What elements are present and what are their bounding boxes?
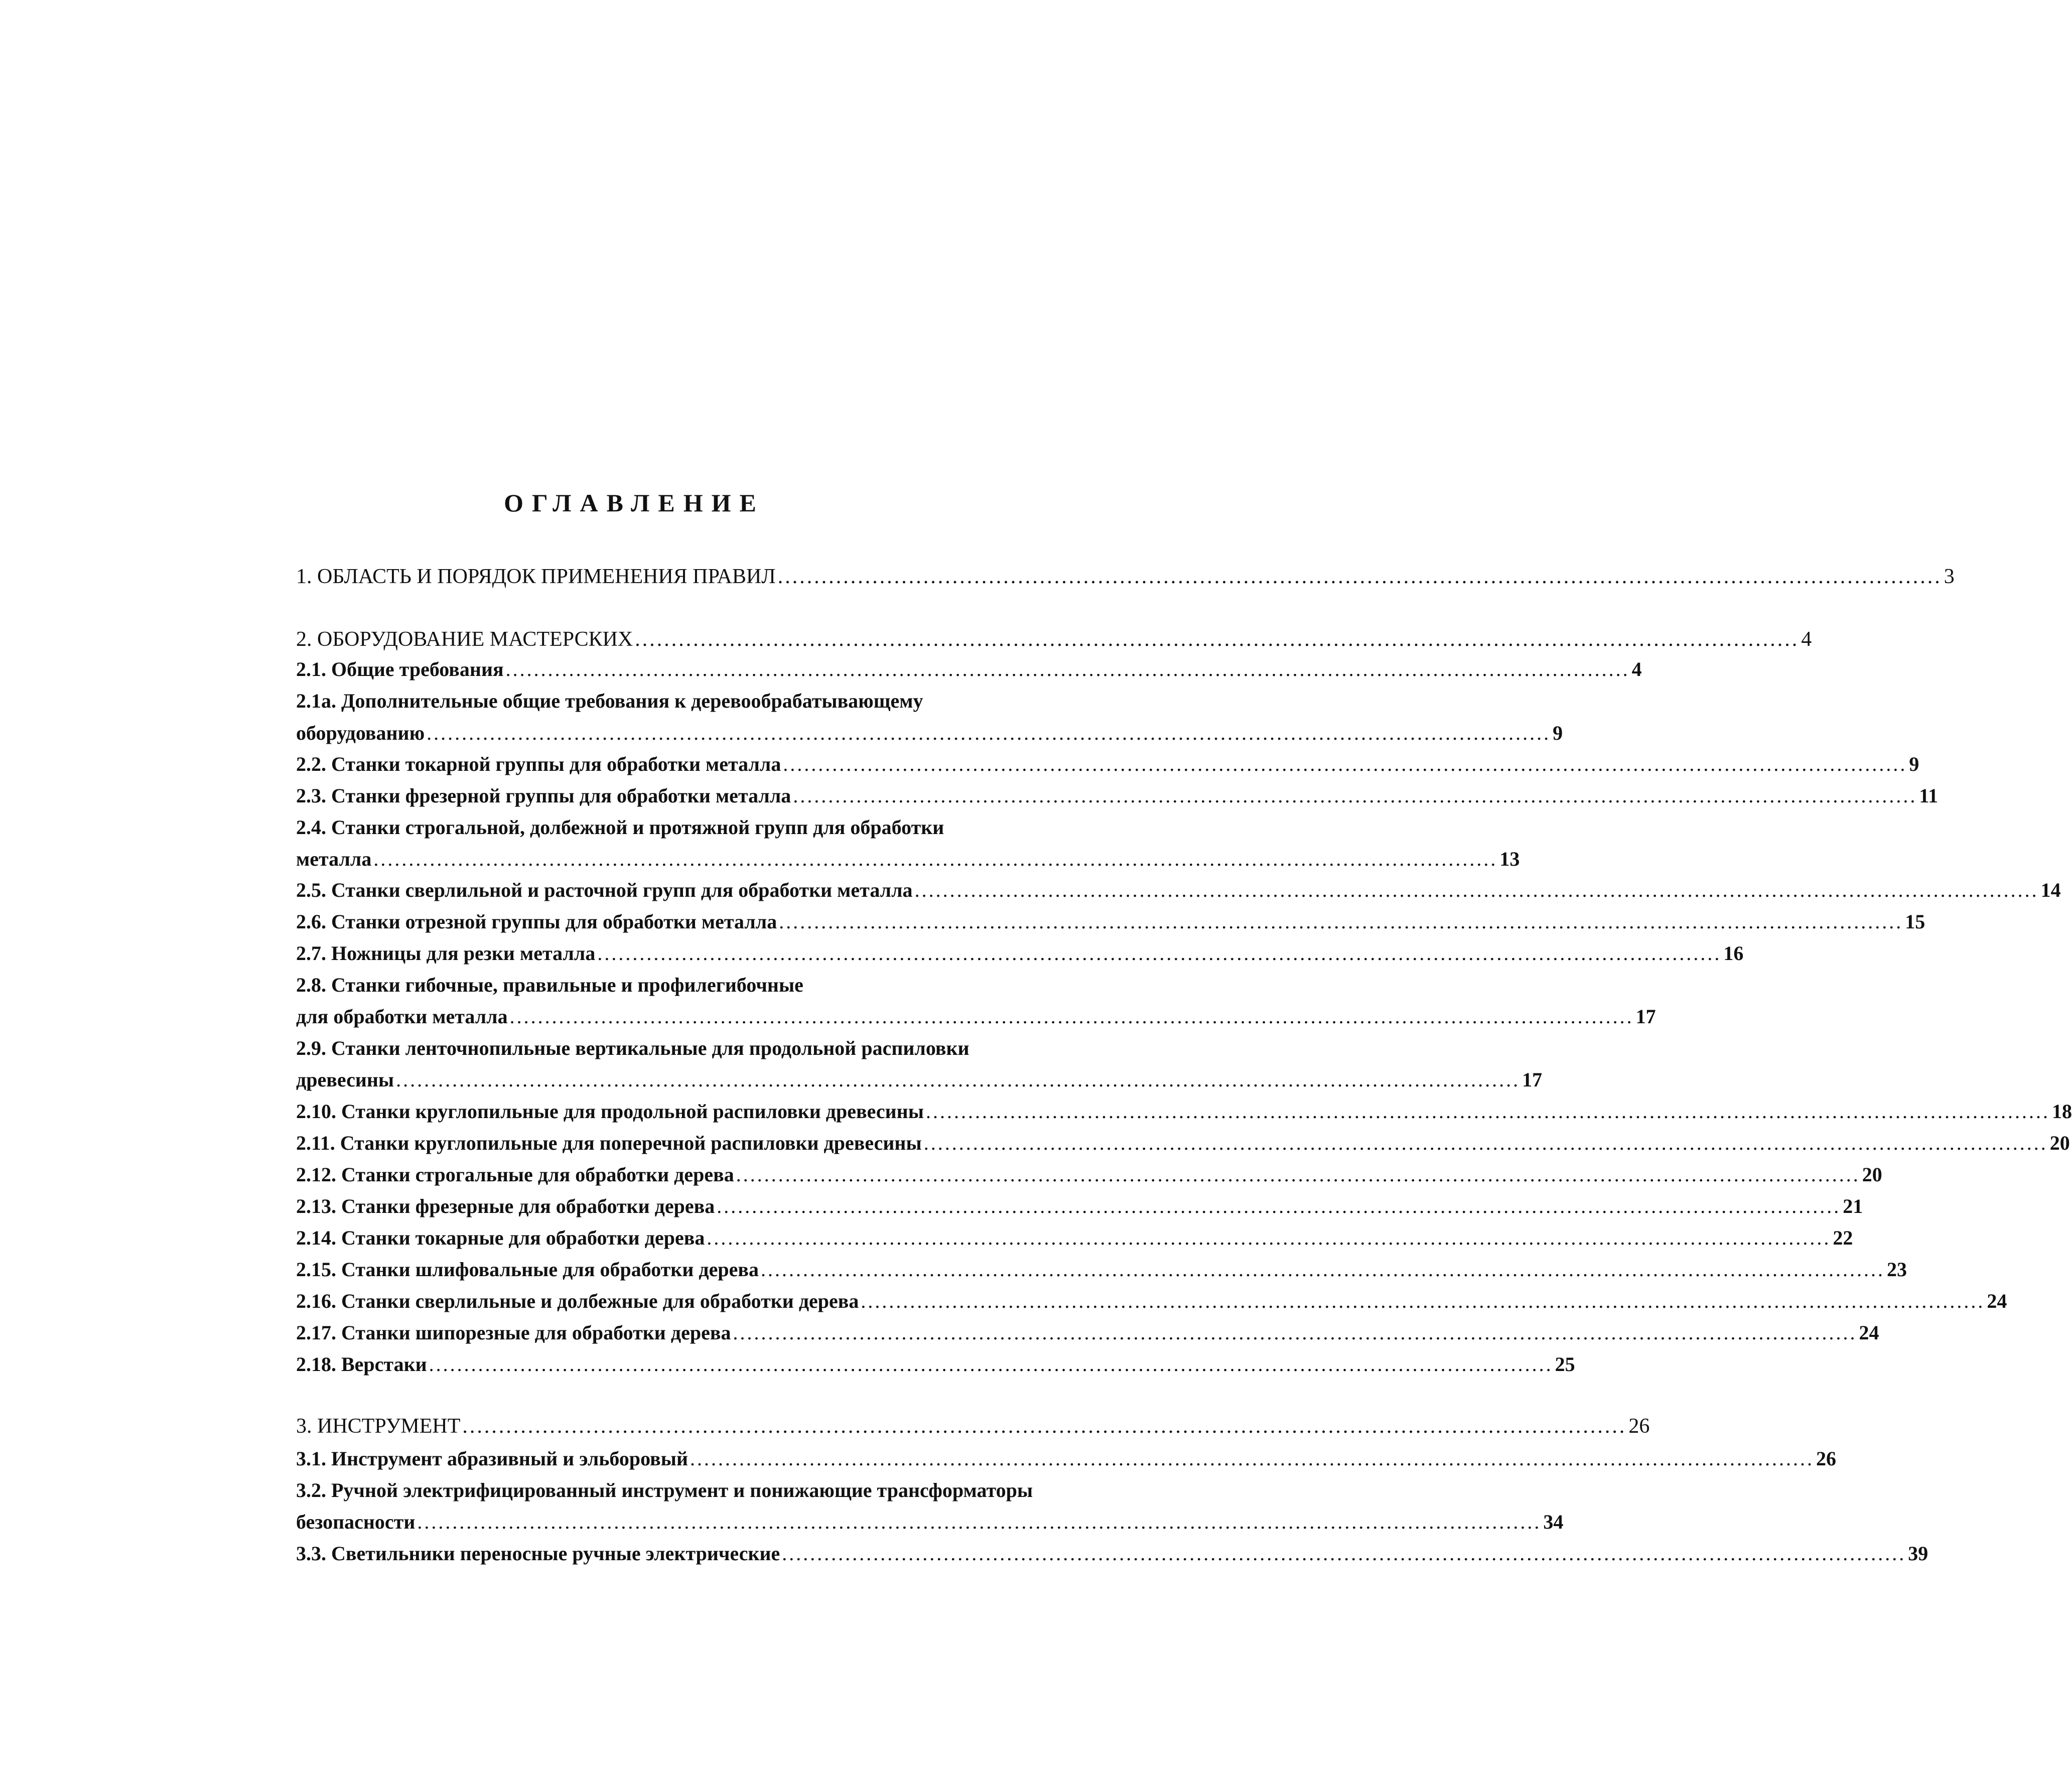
- dot-leader: ................................................................................................................................................................: [793, 784, 1917, 807]
- dot-leader: ................................................................................................................................................................: [779, 910, 1903, 933]
- toc-entry-label: 2.3. Станки фрезерной группы для обработки металла: [296, 784, 791, 807]
- toc-entry-label: 2.4. Станки строгальной, долбежной и протяжной групп для обработки: [296, 816, 944, 839]
- toc-entry[interactable]: [296, 1478, 1089, 1503]
- dot-leader: ................................................................................................................................................................: [509, 1005, 1634, 1028]
- dot-leader: ................................................................................................................................................................: [923, 1132, 2048, 1154]
- toc-entry[interactable]: [296, 847, 1520, 872]
- toc-entry-page: 4: [1631, 658, 1642, 680]
- toc-entry-page: 4: [1801, 628, 1812, 651]
- toc-entry-page: 17: [1635, 1005, 1656, 1028]
- toc-entry-label: 2.18. Верстаки: [296, 1353, 427, 1376]
- toc-entry-label: 2.6. Станки отрезной группы для обработки металла: [296, 910, 777, 933]
- toc-entry-page: 16: [1723, 942, 1744, 965]
- toc-entry-page: 20: [2049, 1132, 2070, 1154]
- toc-entry-page: 13: [1499, 848, 1520, 870]
- toc-entry-page: 14: [2040, 879, 2061, 901]
- toc-entry-page: 3: [1944, 565, 1955, 588]
- toc-entry[interactable]: [296, 1131, 2070, 1156]
- dot-leader: ................................................................................................................................................................: [429, 1353, 1553, 1376]
- toc-entry-label: 3. ИНСТРУМЕНТ: [296, 1415, 461, 1438]
- toc-entry-label: для обработки металла: [296, 1005, 508, 1028]
- toc-entry[interactable]: [296, 1352, 1575, 1378]
- dot-leader: ................................................................................................................................................................: [462, 1415, 1627, 1438]
- dot-leader: ................................................................................................................................................................: [505, 658, 1630, 680]
- toc-entry-page: 24: [1987, 1290, 2007, 1312]
- toc-entry[interactable]: [296, 941, 1744, 967]
- dot-leader: ................................................................................................................................................................: [417, 1511, 1542, 1533]
- toc-entry[interactable]: [296, 784, 1939, 809]
- toc-entry[interactable]: [296, 1414, 1650, 1439]
- dot-leader: ................................................................................................................................................................: [777, 565, 1942, 588]
- toc-entry[interactable]: [296, 752, 1919, 777]
- toc-entry-label: 3.3. Светильники переносные ручные электрические: [296, 1542, 780, 1565]
- toc-entry[interactable]: [296, 721, 1563, 746]
- toc-entry-label: 3.2. Ручной электрифицированный инструмент и понижающие трансформаторы: [296, 1479, 1033, 1501]
- toc-entry[interactable]: [296, 910, 1925, 935]
- page-title: ОГЛАВЛЕНИЕ: [504, 489, 765, 517]
- toc-entry[interactable]: [296, 1510, 1564, 1535]
- dot-leader: ................................................................................................................................................................: [690, 1447, 1815, 1470]
- toc-entry[interactable]: [296, 1542, 1928, 1567]
- dot-leader: ................................................................................................................................................................: [733, 1321, 1857, 1344]
- toc-entry[interactable]: [296, 1100, 2072, 1125]
- toc-entry-page: 24: [1859, 1321, 1879, 1344]
- toc-entry-label: 1. ОБЛАСТЬ И ПОРЯДОК ПРИМЕНЕНИЯ ПРАВИЛ: [296, 565, 776, 588]
- toc-entry-page: 22: [1833, 1226, 1853, 1249]
- dot-leader: ................................................................................................................................................................: [396, 1068, 1521, 1091]
- toc-entry-label: оборудованию: [296, 722, 425, 744]
- toc-entry[interactable]: [296, 1289, 2007, 1314]
- toc-entry[interactable]: [296, 1005, 1656, 1030]
- dot-leader: ................................................................................................................................................................: [373, 848, 1498, 870]
- toc-entry[interactable]: [296, 565, 1955, 590]
- toc-entry-page: 39: [1908, 1542, 1928, 1565]
- toc-entry[interactable]: [296, 1068, 1543, 1093]
- toc-entry[interactable]: [296, 1036, 1089, 1061]
- toc-entry-label: 2.10. Станки круглопильные для продольной распиловки древесины: [296, 1100, 924, 1123]
- dot-leader: ................................................................................................................................................................: [717, 1195, 1841, 1217]
- dot-leader: ................................................................................................................................................................: [707, 1226, 1831, 1249]
- toc-entry[interactable]: [296, 1447, 1837, 1472]
- toc-entry-page: 9: [1909, 753, 1919, 775]
- dot-leader: ................................................................................................................................................................: [635, 628, 1800, 651]
- dot-leader: ................................................................................................................................................................: [925, 1100, 2050, 1123]
- toc-entry[interactable]: [296, 689, 1089, 714]
- dot-leader: ................................................................................................................................................................: [783, 753, 1907, 775]
- toc-entry-label: 2.13. Станки фрезерные для обработки дерева: [296, 1195, 715, 1217]
- toc-entry-page: 26: [1628, 1415, 1650, 1438]
- dot-leader: ................................................................................................................................................................: [861, 1290, 1985, 1312]
- toc-entry-label: 3.1. Инструмент абразивный и эльборовый: [296, 1447, 688, 1470]
- toc-entry-page: 15: [1905, 910, 1925, 933]
- toc-entry-page: 9: [1553, 722, 1563, 744]
- dot-leader: ................................................................................................................................................................: [782, 1542, 1906, 1565]
- toc-entry-label: металла: [296, 848, 372, 870]
- toc-entry-label: 2.5. Станки сверлильной и расточной групп для обработки металла: [296, 879, 913, 901]
- toc-entry-page: 34: [1543, 1511, 1564, 1533]
- toc-entry-label: 2.16. Станки сверлильные и долбежные для обработки дерева: [296, 1290, 859, 1312]
- toc-entry[interactable]: [296, 1163, 1882, 1188]
- toc-entry-label: 2.14. Станки токарные для обработки дерева: [296, 1226, 705, 1249]
- toc-entry-label: 2.12. Станки строгальные для обработки дерева: [296, 1163, 734, 1186]
- toc-entry[interactable]: [296, 973, 1089, 998]
- dot-leader: ................................................................................................................................................................: [597, 942, 1722, 965]
- dot-leader: ................................................................................................................................................................: [736, 1163, 1860, 1186]
- toc-entry-label: 2.11. Станки круглопильные для поперечной распиловки древесины: [296, 1132, 922, 1154]
- toc-entry-page: 18: [2051, 1100, 2072, 1123]
- toc-entry[interactable]: [296, 1226, 1853, 1251]
- toc-entry-label: 2.1а. Дополнительные общие требования к деревообрабатывающему: [296, 690, 923, 712]
- dot-leader: ................................................................................................................................................................: [761, 1258, 1885, 1281]
- toc-entry[interactable]: [296, 1258, 1907, 1283]
- toc-entry-page: 23: [1887, 1258, 1907, 1281]
- dot-leader: ................................................................................................................................................................: [427, 722, 1551, 744]
- toc-entry[interactable]: [296, 815, 1089, 841]
- toc-entry[interactable]: [296, 878, 2061, 903]
- toc-entry-label: 2.8. Станки гибочные, правильные и профилегибочные: [296, 974, 803, 996]
- toc-entry[interactable]: [296, 657, 1642, 682]
- dot-leader: ................................................................................................................................................................: [914, 879, 2039, 901]
- toc-entry-label: безопасности: [296, 1511, 416, 1533]
- toc-entry-label: 2.1. Общие требования: [296, 658, 504, 680]
- toc-entry-label: 2.2. Станки токарной группы для обработки металла: [296, 753, 781, 775]
- toc-entry-label: древесины: [296, 1068, 394, 1091]
- toc-entry-page: 25: [1555, 1353, 1575, 1376]
- toc-entry-page: 11: [1919, 784, 1939, 807]
- toc-entry[interactable]: [296, 627, 1812, 652]
- toc-entry-page: 21: [1843, 1195, 1863, 1217]
- toc-entry-page: 20: [1862, 1163, 1882, 1186]
- toc-entry-page: 17: [1522, 1068, 1543, 1091]
- toc-entry[interactable]: [296, 1321, 1879, 1346]
- toc-entry[interactable]: [296, 1194, 1863, 1219]
- toc-entry-label: 2.17. Станки шипорезные для обработки дерева: [296, 1321, 731, 1344]
- toc-entry-label: 2. ОБОРУДОВАНИЕ МАСТЕРСКИХ: [296, 628, 633, 651]
- toc-entry-label: 2.7. Ножницы для резки металла: [296, 942, 596, 965]
- toc-entry-page: 26: [1816, 1447, 1837, 1470]
- toc-entry-label: 2.15. Станки шлифовальные для обработки дерева: [296, 1258, 759, 1281]
- toc-entry-label: 2.9. Станки ленточнопильные вертикальные для продольной распиловки: [296, 1037, 970, 1059]
